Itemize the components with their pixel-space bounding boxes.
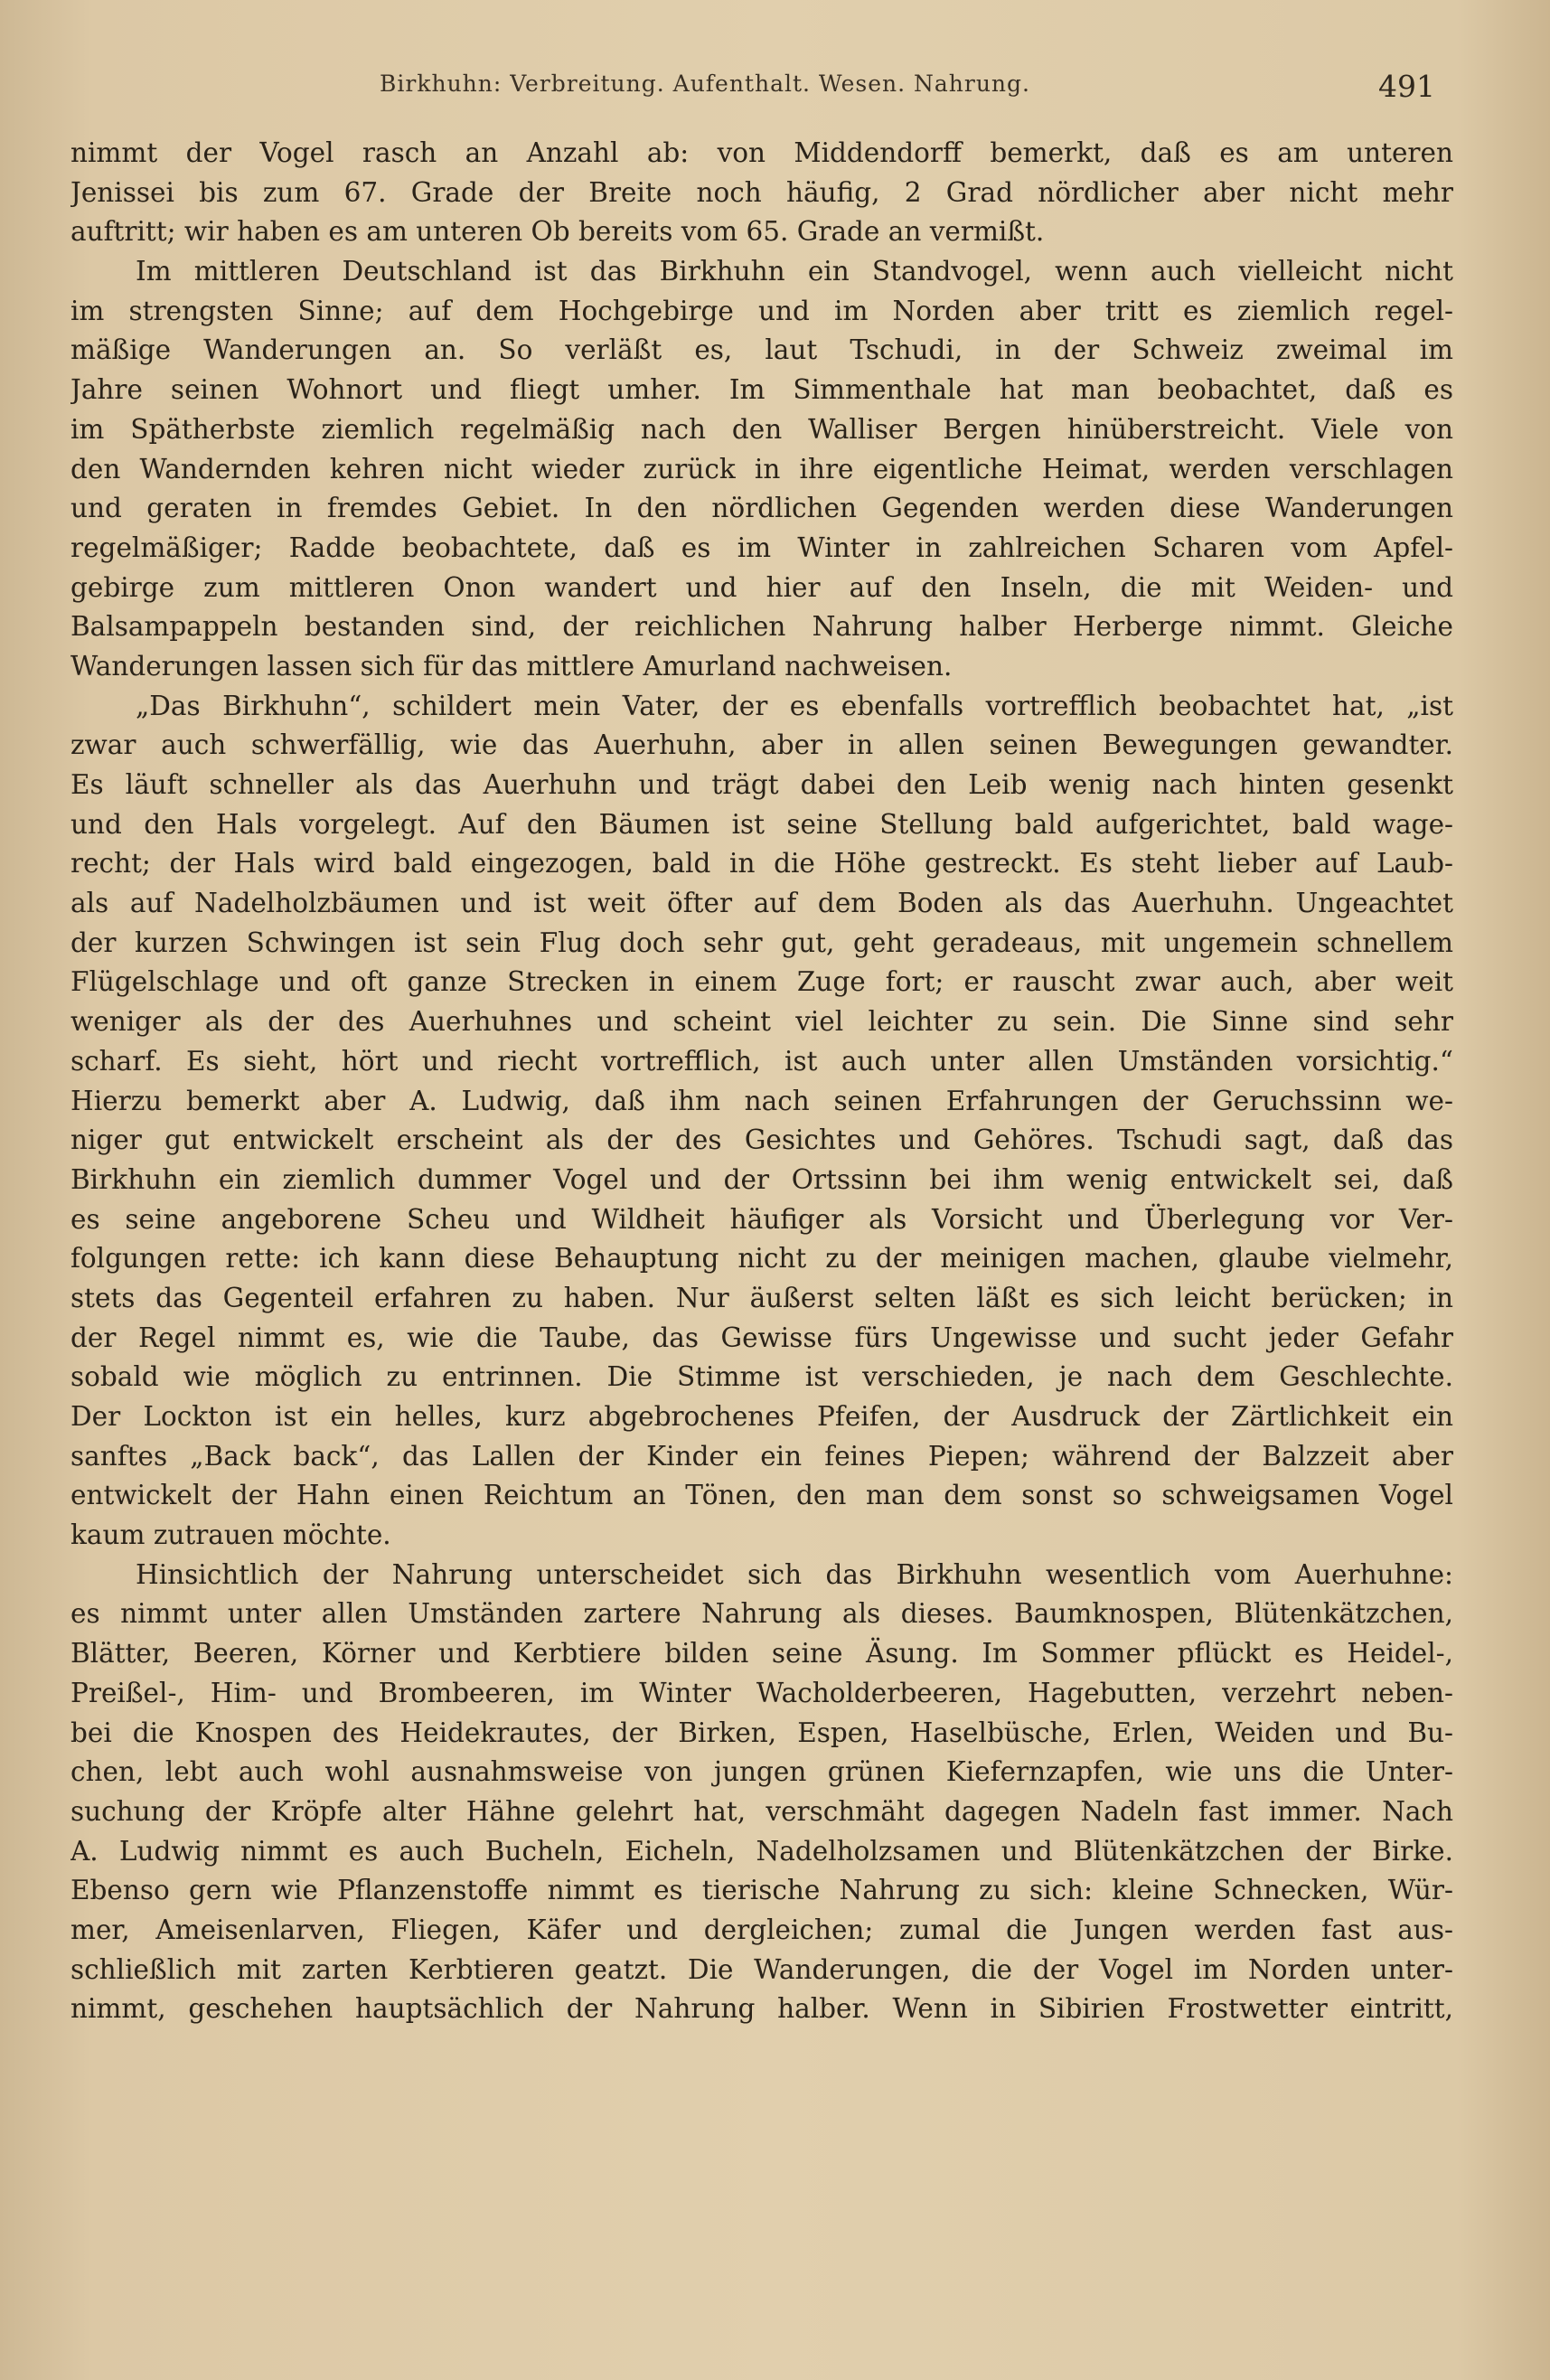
text-line: weniger als der des Auerhuhnes und scheint viel leichter zu sein. Die Sinne sind sehr bbox=[70, 1006, 1453, 1038]
text-line: entwickelt der Hahn einen Reichtum an Tönen, den man dem sonst so schweigsamen Vogel bbox=[70, 1480, 1453, 1511]
page-number: 491 bbox=[1378, 69, 1435, 104]
text-line: scharf. Es sieht, hört und riecht vortrefflich, ist auch unter allen Umständen vorsichtig.“ bbox=[70, 1045, 1453, 1077]
text-line: Hierzu bemerkt aber A. Ludwig, daß ihm nach seinen Erfahrungen der Geruchssinn we- bbox=[70, 1085, 1453, 1116]
text-line: Jenissei bis zum 67. Grade der Breite noch häufig, 2 Grad nördlicher aber nicht mehr bbox=[70, 176, 1453, 208]
text-line: Im mittleren Deutschland ist das Birkhuhn ein Standvogel, wenn auch vielleicht nicht bbox=[136, 256, 1453, 287]
text-line: als auf Nadelholzbäumen und ist weit öfter auf dem Boden als das Auerhuhn. Ungeachtet bbox=[70, 888, 1453, 919]
text-line: sobald wie möglich zu entrinnen. Die Stimme ist verschieden, je nach dem Geschlechte. bbox=[70, 1361, 1453, 1393]
text-line: stets das Gegenteil erfahren zu haben. Nur äußerst selten läßt es sich leicht berücken; in bbox=[70, 1282, 1453, 1313]
text-line: den Wandernden kehren nicht wieder zurück in ihre eigentliche Heimat, werden verschlagen bbox=[70, 453, 1453, 484]
text-line: sanftes „Back back“, das Lallen der Kinder ein feines Piepen; während der Balzzeit aber bbox=[70, 1440, 1453, 1472]
text-line: Jahre seinen Wohnort und fliegt umher. Im Simmenthale hat man beobachtet, daß es bbox=[70, 374, 1453, 406]
text-line: regelmäßiger; Radde beobachtete, daß es im Winter in zahlreichen Scharen vom Apfel- bbox=[70, 532, 1453, 563]
text-line: Wanderungen lassen sich für das mittlere Amurland nachweisen. bbox=[70, 650, 953, 682]
text-line: Blätter, Beeren, Körner und Kerbtiere bilden seine Äsung. Im Sommer pflückt es Heidel-, bbox=[70, 1638, 1453, 1670]
text-line: folgungen rette: ich kann diese Behauptung nicht zu der meinigen machen, glaube vielmehr, bbox=[70, 1243, 1453, 1275]
text-line: Ebenso gern wie Pflanzenstoffe nimmt es tierische Nahrung zu sich: kleine Schnecken, Wür- bbox=[70, 1875, 1453, 1906]
text-line: zwar auch schwerfällig, wie das Auerhuhn, aber in allen seinen Bewegungen gewandter. bbox=[70, 729, 1453, 761]
text-line: Flügelschlage und oft ganze Strecken in einem Zuge fort; er rauscht zwar auch, aber weit bbox=[70, 966, 1453, 998]
running-title: Birkhuhn: Verbreitung. Aufenthalt. Wesen. Nahrung. bbox=[380, 71, 1030, 97]
text-line: und geraten in fremdes Gebiet. In den nördlichen Gegenden werden diese Wanderungen bbox=[70, 493, 1453, 524]
text-line: recht; der Hals wird bald eingezogen, bald in die Höhe gestreckt. Es steht lieber auf Laub- bbox=[70, 848, 1453, 880]
text-line: suchung der Kröpfe alter Hähne gelehrt hat, verschmäht dagegen Nadeln fast immer. Nach bbox=[70, 1795, 1453, 1827]
body-text bbox=[70, 134, 1453, 2029]
text-line: Der Lockton ist ein helles, kurz abgebrochenes Pfeifen, der Ausdruck der Zärtlichkeit ein bbox=[70, 1401, 1453, 1432]
text-line: Hinsichtlich der Nahrung unterscheidet sich das Birkhuhn wesentlich vom Auerhuhne: bbox=[136, 1558, 1453, 1590]
text-line: es nimmt unter allen Umständen zartere Nahrung als dieses. Baumknospen, Blütenkätzchen, bbox=[70, 1598, 1453, 1630]
text-line: nimmt der Vogel rasch an Anzahl ab: von Middendorff bemerkt, daß es am unteren bbox=[70, 137, 1453, 168]
text-line: Preißel-, Him- und Brombeeren, im Winter Wacholderbeeren, Hagebutten, verzehrt neben- bbox=[70, 1677, 1453, 1708]
text-line: nimmt, geschehen hauptsächlich der Nahrung halber. Wenn in Sibirien Frostwetter eintritt, bbox=[70, 1993, 1453, 2025]
text-line: kaum zutrauen möchte. bbox=[70, 1519, 391, 1551]
text-line: und den Hals vorgelegt. Auf den Bäumen ist seine Stellung bald aufgerichtet, bald wage- bbox=[70, 808, 1453, 840]
text-line: schließlich mit zarten Kerbtieren geatzt. Die Wanderungen, die der Vogel im Norden unter- bbox=[70, 1953, 1453, 1985]
text-line: es seine angeborene Scheu und Wildheit häufiger als Vorsicht und Überlegung vor Ver- bbox=[70, 1203, 1453, 1235]
text-line: Balsampappeln bestanden sind, der reichlichen Nahrung halber Herberge nimmt. Gleiche bbox=[70, 611, 1453, 643]
text-line: mer, Ameisenlarven, Fliegen, Käfer und dergleichen; zumal die Jungen werden fast aus- bbox=[70, 1914, 1453, 1945]
text-line: mäßige Wanderungen an. So verläßt es, laut Tschudi, in der Schweiz zweimal im bbox=[70, 334, 1453, 366]
text-line: im strengsten Sinne; auf dem Hochgebirge und im Norden aber tritt es ziemlich regel- bbox=[70, 295, 1453, 326]
text-line: chen, lebt auch wohl ausnahmsweise von jungen grünen Kiefernzapfen, wie uns die Unter- bbox=[70, 1756, 1453, 1788]
text-line: gebirge zum mittleren Onon wandert und hier auf den Inseln, die mit Weiden- und bbox=[70, 571, 1453, 603]
text-line: Es läuft schneller als das Auerhuhn und trägt dabei den Leib wenig nach hinten gesenkt bbox=[70, 769, 1453, 800]
text-line: der Regel nimmt es, wie die Taube, das Gewisse fürs Ungewisse und sucht jeder Gefahr bbox=[70, 1322, 1453, 1353]
text-line: Birkhuhn ein ziemlich dummer Vogel und der Ortssinn bei ihm wenig entwickelt sei, daß bbox=[70, 1163, 1453, 1195]
text-line: niger gut entwickelt erscheint als der des Gesichtes und Gehöres. Tschudi sagt, daß das bbox=[70, 1124, 1453, 1156]
text-line: A. Ludwig nimmt es auch Bucheln, Eicheln, Nadelholzsamen und Blütenkätzchen der Birke. bbox=[70, 1835, 1453, 1867]
text-line: „Das Birkhuhn“, schildert mein Vater, der es ebenfalls vortrefflich beobachtet hat, „ist bbox=[136, 690, 1453, 721]
text-line: der kurzen Schwingen ist sein Flug doch sehr gut, geht geradeaus, mit ungemein schnellem bbox=[70, 927, 1453, 958]
text-line: im Spätherbste ziemlich regelmäßig nach den Walliser Bergen hinüberstreicht. Viele von bbox=[70, 413, 1453, 445]
text-line: auftritt; wir haben es am unteren Ob bereits vom 65. Grade an vermißt. bbox=[70, 216, 1045, 248]
text-line: bei die Knospen des Heidekrautes, der Birken, Espen, Haselbüsche, Erlen, Weiden und Bu- bbox=[70, 1717, 1453, 1748]
